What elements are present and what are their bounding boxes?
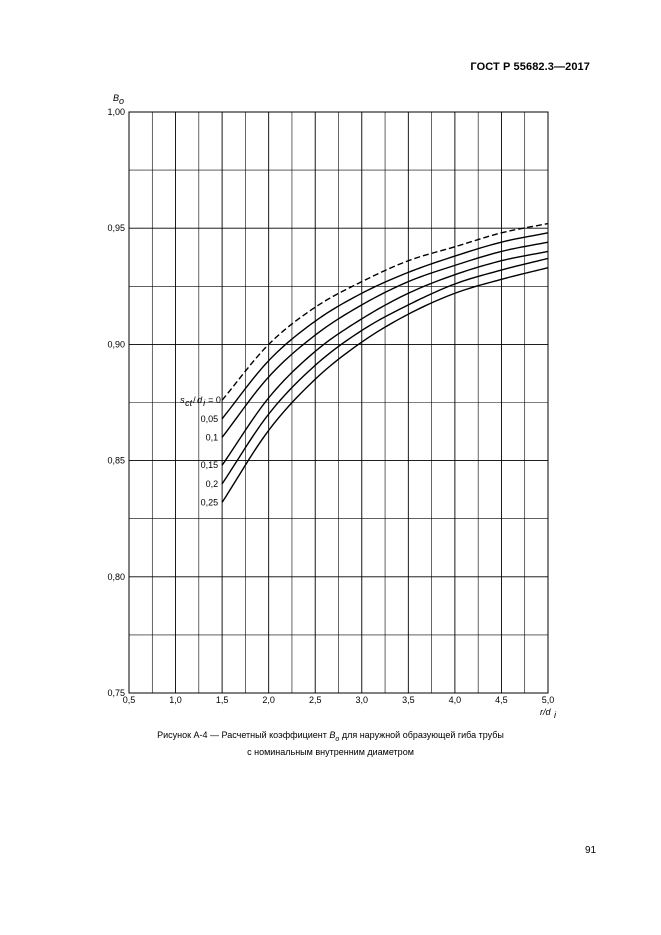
legend-var-s-subscript: ct [185, 398, 193, 409]
x-axis-label-subscript: i [554, 710, 556, 720]
x-tick-label: 0,5 [122, 695, 136, 705]
figure-caption [0, 729, 661, 758]
x-tick-label: 4,5 [495, 695, 508, 705]
series-label: 0,05 [200, 413, 219, 424]
caption-line-2: с номинальным внутренним диаметром [247, 746, 414, 757]
series-label: 0,15 [200, 460, 219, 471]
series-label: 0,25 [200, 497, 219, 508]
page-number: 91 [585, 845, 597, 856]
x-tick-label: 5,0 [541, 695, 555, 705]
x-tick-label: 4,0 [448, 695, 462, 705]
legend-divider: / [193, 395, 196, 406]
x-tick-label: 2,5 [308, 695, 322, 705]
caption-text-a: Рисунок А-4 — Расчетный коэффициент [157, 730, 330, 740]
y-tick-label: 0,80 [107, 571, 125, 582]
x-tick-label: 3,5 [402, 695, 415, 705]
y-axis-label-subscript: o [119, 96, 125, 106]
legend-var-d-subscript: i [203, 398, 206, 409]
x-tick-label: 3,0 [355, 695, 369, 705]
series-label: 0,1 [205, 432, 219, 443]
legend-equals-value: = 0 [208, 395, 221, 406]
legend-var-d: d [197, 395, 203, 406]
caption-variable: B [329, 730, 336, 740]
x-tick-label: 1,5 [215, 695, 229, 705]
chart-labels [107, 93, 557, 720]
caption-text-b: для наружной образующей гиба трубы [339, 730, 504, 740]
x-axis-label: r/d [540, 707, 551, 717]
x-tick-label: 2,0 [262, 695, 275, 705]
y-axis-label: B [113, 93, 120, 103]
document-standard-header: ГОСТ Р 55682.3—2017 [470, 61, 590, 73]
x-tick-label: 1,0 [169, 695, 182, 705]
y-tick-label: 0,75 [107, 688, 125, 698]
y-tick-label: 0,95 [107, 223, 125, 234]
caption-line-1 [0, 729, 661, 746]
caption-variable-subscript: o [335, 735, 340, 743]
legend-var-s: s [180, 395, 185, 406]
y-tick-label: 0,90 [107, 339, 125, 350]
y-tick-label: 0,85 [107, 455, 125, 466]
series-label: 0,2 [205, 478, 219, 489]
y-tick-label: 1,00 [107, 107, 125, 117]
